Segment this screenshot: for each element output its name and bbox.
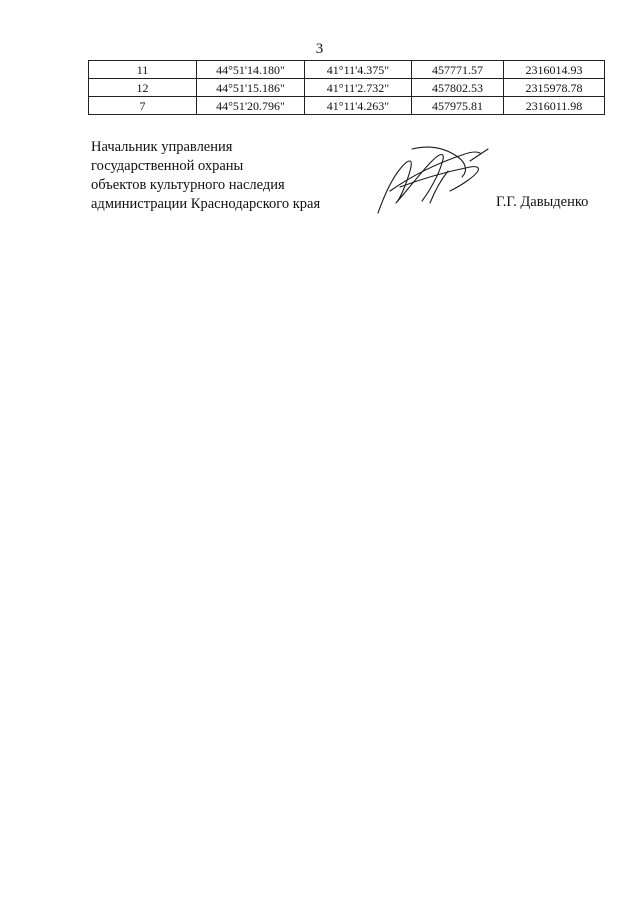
longitude-cell: 41°11'4.263" bbox=[305, 97, 412, 115]
table-row bbox=[89, 97, 605, 115]
x-coordinate-cell: 457771.57 bbox=[412, 61, 504, 79]
table-row bbox=[89, 61, 605, 79]
longitude-cell: 41°11'2.732" bbox=[305, 79, 412, 97]
coordinates-table bbox=[88, 60, 605, 115]
signatory-title-line: администрации Краснодарского края bbox=[91, 196, 321, 212]
table-row bbox=[89, 79, 605, 97]
y-coordinate-cell: 2316014.93 bbox=[504, 61, 605, 79]
latitude-cell: 44°51'14.180" bbox=[197, 61, 305, 79]
page-number: 3 bbox=[315, 41, 324, 57]
point-number-cell: 11 bbox=[89, 61, 197, 79]
y-coordinate-cell: 2315978.78 bbox=[504, 79, 605, 97]
signatory-title bbox=[91, 138, 320, 214]
x-coordinate-cell: 457975.81 bbox=[412, 97, 504, 115]
signatory-title-line: государственной охраны bbox=[91, 158, 244, 174]
point-number-cell: 12 bbox=[89, 79, 197, 97]
latitude-cell: 44°51'15.186" bbox=[197, 79, 305, 97]
handwritten-signature bbox=[370, 141, 495, 216]
point-number-cell: 7 bbox=[89, 97, 197, 115]
x-coordinate-cell: 457802.53 bbox=[412, 79, 504, 97]
signatory-title-line: Начальник управления bbox=[91, 139, 233, 155]
latitude-cell: 44°51'20.796" bbox=[197, 97, 305, 115]
longitude-cell: 41°11'4.375" bbox=[305, 61, 412, 79]
y-coordinate-cell: 2316011.98 bbox=[504, 97, 605, 115]
signatory-title-line: объектов культурного наследия bbox=[91, 177, 285, 193]
signatory-name: Г.Г. Давыденко bbox=[496, 194, 589, 210]
